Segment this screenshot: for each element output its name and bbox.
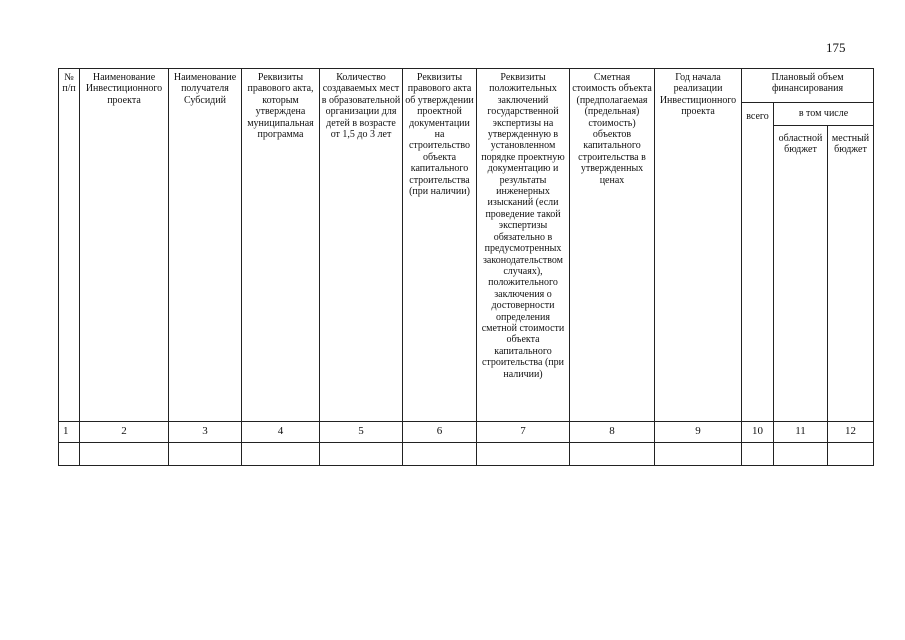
- header-cell-regional-budget: областной бюджет: [774, 126, 828, 422]
- table-cell: [742, 443, 774, 466]
- table-cell: [242, 443, 320, 466]
- table-cell: [169, 443, 242, 466]
- table-cell: [655, 443, 742, 466]
- column-number: 6: [403, 422, 477, 443]
- table-cell: [80, 443, 169, 466]
- header-cell-program-act: Реквизиты правового акта, которым утверждена муниципальная программа: [242, 69, 320, 422]
- header-row-1: [59, 69, 874, 103]
- column-number: 10: [742, 422, 774, 443]
- header-cell-including: в том числе: [774, 103, 874, 126]
- table-cell: [477, 443, 570, 466]
- column-number: 4: [242, 422, 320, 443]
- header-cell-local-budget: местный бюджет: [828, 126, 874, 422]
- column-number: 8: [570, 422, 655, 443]
- table-cell: [320, 443, 403, 466]
- table-cell: [570, 443, 655, 466]
- table-cell: [403, 443, 477, 466]
- investment-projects-table: [58, 68, 874, 466]
- table-cell: [828, 443, 874, 466]
- header-cell-project-name: Наименование Инвестиционного проекта: [80, 69, 169, 422]
- column-number: 7: [477, 422, 570, 443]
- column-number: 3: [169, 422, 242, 443]
- header-cell-design-doc-act: Реквизиты правового акта об утверждении проектной документации на строительство объекта капитального строительства (при наличии): [403, 69, 477, 422]
- column-number-row: [59, 422, 874, 443]
- table-cell: [774, 443, 828, 466]
- table-cell: [59, 443, 80, 466]
- column-number: 5: [320, 422, 403, 443]
- column-number: 12: [828, 422, 874, 443]
- column-number: 1: [59, 422, 80, 443]
- header-cell-planned-financing: Плановый объем финансирования: [742, 69, 874, 103]
- header-cell-number: № п/п: [59, 69, 80, 422]
- header-cell-places-count: Количество создаваемых мест в образовательной организации для детей в возрасте от 1,5 до 3 лет: [320, 69, 403, 422]
- column-number: 2: [80, 422, 169, 443]
- header-cell-recipient: Наименование получателя Субсидий: [169, 69, 242, 422]
- header-cell-expertise-details: Реквизиты положительных заключений государственной экспертизы на утвержденную в установленном порядке проектную документацию и результаты инженерных изысканий (если проведение такой экспертизы обязательно в предусмотренных законодательством случаях), положительного заключения о достоверности определения сметной стоимости объекта капитального строительства (при наличии): [477, 69, 570, 422]
- page-number: 175: [826, 40, 846, 55]
- column-number: 9: [655, 422, 742, 443]
- header-cell-total: всего: [742, 103, 774, 422]
- header-cell-estimated-cost: Сметная стоимость объекта (предполагаемая (предельная) стоимость) объектов капитального строительства в утвержденных ценах: [570, 69, 655, 422]
- header-cell-start-year: Год начала реализации Инвестиционного проекта: [655, 69, 742, 422]
- column-number: 11: [774, 422, 828, 443]
- table-row: [59, 443, 874, 466]
